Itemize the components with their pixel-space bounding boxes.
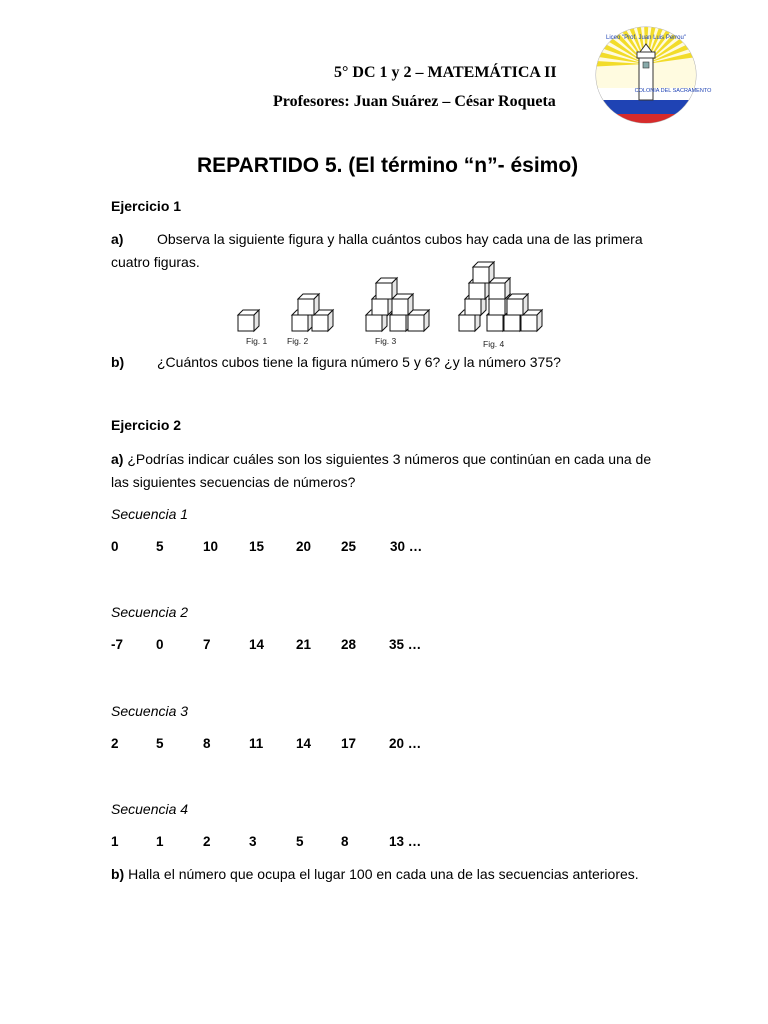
sequence-term: 13 … [389,834,422,849]
sequence-2-label: Secuencia 2 [111,604,189,620]
sequence-term: 7 [203,637,211,652]
sequence-term: 20 … [389,736,422,751]
sequence-term: 8 [341,834,349,849]
cube-figures [230,254,550,350]
teachers-line: Profesores: Juan Suárez – César Roqueta [273,93,556,110]
ex1-b-text: ¿Cuántos cubos tiene la figura número 5 y 6? ¿y la número 375? [157,354,561,370]
ex2-a-text-line2: las siguientes secuencias de números? [111,474,356,490]
sequence-term: 5 [156,736,164,751]
sequence-term: 14 [249,637,265,652]
cube [473,262,494,283]
school-logo [593,24,712,126]
exercise-1-heading: Ejercicio 1 [111,198,182,214]
ex1-b-label: b) [111,354,125,370]
cube [298,294,319,315]
fig-1-caption: Fig. 1 [246,336,268,346]
sequence-term: 3 [249,834,257,849]
course-title: 5° DC 1 y 2 – MATEMÁTICA II [334,64,557,81]
sequence-term: 28 [341,637,357,652]
sequence-term: 30 … [390,539,423,554]
fig-3-caption: Fig. 3 [375,336,397,346]
sequence-term: 1 [111,834,119,849]
sequence-term: 10 [203,539,219,554]
ex1-a-text-line1: Observa la siguiente figura y halla cuántos cubos hay cada una de las primera [157,231,643,247]
ex1-a-text-line2: cuatro figuras. [111,254,200,270]
sequence-term: 20 [296,539,312,554]
sequence-term: 2 [111,736,119,751]
sequence-term: 17 [341,736,357,751]
cube [507,294,528,315]
sequence-term: 14 [296,736,312,751]
sequence-term: 5 [156,539,164,554]
cube [408,310,429,331]
sequence-term: 0 [156,637,164,652]
ex1-a-label: a) [111,231,124,247]
sequence-term: 25 [341,539,357,554]
sequence-1-label: Secuencia 1 [111,506,189,522]
cube [392,294,413,315]
logo-upper-text: Liceo "Prof. Juan Luis Perrou" [606,35,686,41]
cube [376,278,397,299]
sequence-term: 15 [249,539,265,554]
sequence-term: 1 [156,834,164,849]
sequence-4-label: Secuencia 4 [111,801,189,817]
ex2-b-text: b) Halla el número que ocupa el lugar 100 en cada una de las secuencias anteriores. [111,866,639,882]
sequence-term: 35 … [389,637,422,652]
sequence-term: 11 [249,736,264,751]
sequence-term: 5 [296,834,304,849]
page-title: REPARTIDO 5. (El término “n”- ésimo) [197,154,579,177]
logo-lower-text: COLONIA DEL SACRAMENTO [634,88,712,94]
sequence-term: 2 [203,834,211,849]
sequence-term: 0 [111,539,119,554]
sequence-term: 8 [203,736,211,751]
fig-2-caption: Fig. 2 [287,336,309,346]
sequence-term: 21 [296,637,312,652]
fig-4-caption: Fig. 4 [483,339,505,349]
sequence-3-label: Secuencia 3 [111,703,189,719]
cube [489,278,510,299]
ex2-a-text-line1: a) ¿Podrías indicar cuáles son los siguientes 3 números que continúan en cada una de [111,451,652,467]
sequence-term: -7 [111,637,124,652]
cube [238,310,259,331]
exercise-2-heading: Ejercicio 2 [111,417,182,433]
